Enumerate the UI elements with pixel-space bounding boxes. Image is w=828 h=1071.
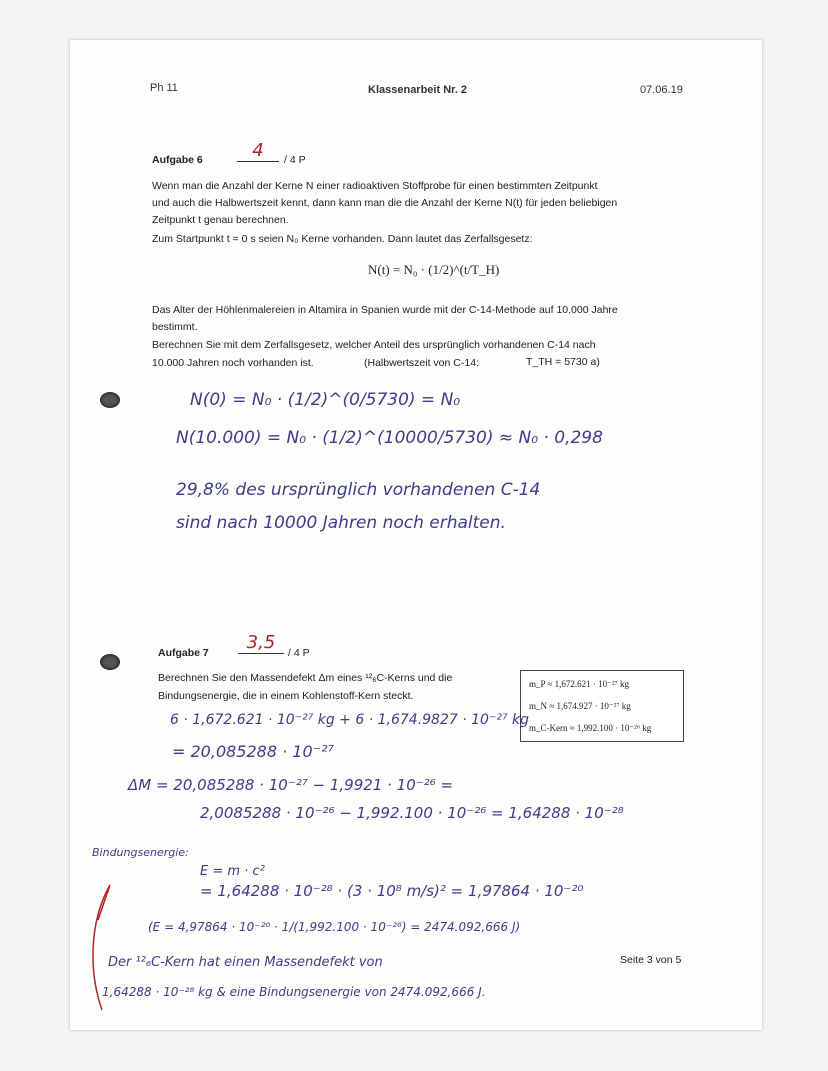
task6-text: T_TH = 5730 a) <box>526 356 600 368</box>
task6-text: Das Alter der Höhlenmalereien in Altamira in Spanien wurde mit der C-14-Methode auf 10.000 Jahre <box>152 304 618 316</box>
handwriting-answer: 29,8% des ursprünglich vorhandenen C-14 <box>176 480 541 500</box>
task6-text: und auch die Halbwertszeit kennt, dann kann man die die Anzahl der Kerne N(t) für jeden beliebigen <box>152 197 618 209</box>
task6-text: Wenn man die Anzahl der Kerne N einer radioaktiven Stoffprobe für einen bestimmten Zeitpunkt <box>152 180 598 192</box>
task6-text: Zum Startpunkt t = 0 s seien N₀ Kerne vorhanden. Dann lautet das Zerfallsgesetz: <box>152 233 533 245</box>
mass-table <box>520 670 684 742</box>
punch-hole <box>100 654 120 670</box>
handwriting-answer: = 1,64288 · 10⁻²⁸ · (3 · 10⁸ m/s)² = 1,97864 · 10⁻²⁰ <box>200 882 584 900</box>
task6-text: Zeitpunkt t genau berechnen. <box>152 214 289 226</box>
header-class: Ph 11 <box>150 82 178 94</box>
task7-title: Aufgabe 7 <box>158 647 209 659</box>
task6-text: (Halbwertszeit von C-14: <box>364 357 479 369</box>
handwriting-answer: N(10.000) = N₀ · (1/2)^(10000/5730) ≈ N₀ · 0,298 <box>176 428 603 448</box>
carbon-mass: m_C-Kern ≈ 1,992.100 · 10⁻²⁶ kg <box>529 723 652 733</box>
handwriting-answer: = 20,085288 · 10⁻²⁷ <box>172 742 334 761</box>
handwriting-answer: E = m · c² <box>200 864 265 879</box>
task6-text: 10.000 Jahren noch vorhanden ist. <box>152 357 314 369</box>
correction-mark <box>80 880 120 1020</box>
handwriting-answer: 2,0085288 · 10⁻²⁶ − 1,992.100 · 10⁻²⁶ = 1,64288 · 10⁻²⁸ <box>200 804 624 822</box>
task6-text: Berechnen Sie mit dem Zerfallsgesetz, welcher Anteil des ursprünglich vorhandenen C-14 nach <box>152 339 596 351</box>
handwriting-answer: N(0) = N₀ · (1/2)^(0/5730) = N₀ <box>190 390 461 410</box>
handwriting-answer: Der ¹²₆C-Kern hat einen Massendefekt von <box>108 955 383 970</box>
handwriting-answer: (E = 4,97864 · 10⁻²⁰ · 1/(1,992.100 · 10⁻²⁶) = 2474.092,666 J) <box>148 920 521 934</box>
page-number: Seite 3 von 5 <box>620 954 682 966</box>
handwriting-answer: ΔM = 20,085288 · 10⁻²⁷ − 1,9921 · 10⁻²⁶ = <box>128 776 454 794</box>
task7-text: Berechnen Sie den Massendefekt Δm eines ¹²₆C-Kerns und die <box>158 672 453 684</box>
task6-score-max: / 4 P <box>284 154 306 166</box>
task7-score-max: / 4 P <box>288 647 310 659</box>
neutron-mass: m_N ≈ 1,674.927 · 10⁻²⁷ kg <box>529 701 631 711</box>
task6-title: Aufgabe 6 <box>152 154 203 166</box>
task6-score: 4 <box>237 140 279 162</box>
handwriting-answer: sind nach 10000 Jahren noch erhalten. <box>176 513 506 533</box>
header-date: 07.06.19 <box>640 84 683 96</box>
task7-text: Bindungsenergie, die in einem Kohlenstoff-Kern steckt. <box>158 690 414 702</box>
decay-formula: N(t) = N₀ · (1/2)^(t/T_H) <box>368 262 500 277</box>
handwriting-answer: 6 · 1,672.621 · 10⁻²⁷ kg + 6 · 1,674.9827 · 10⁻²⁷ kg <box>170 712 530 728</box>
task6-text: bestimmt. <box>152 321 198 333</box>
punch-hole <box>100 392 120 408</box>
header-title: Klassenarbeit Nr. 2 <box>368 84 468 96</box>
task7-score: 3,5 <box>238 632 284 654</box>
handwriting-answer: Bindungsenergie: <box>92 846 189 859</box>
handwriting-answer: 1,64288 · 10⁻²⁸ kg & eine Bindungsenergie von 2474.092,666 J. <box>102 985 486 999</box>
proton-mass: m_P ≈ 1,672.621 · 10⁻²⁷ kg <box>529 679 629 689</box>
